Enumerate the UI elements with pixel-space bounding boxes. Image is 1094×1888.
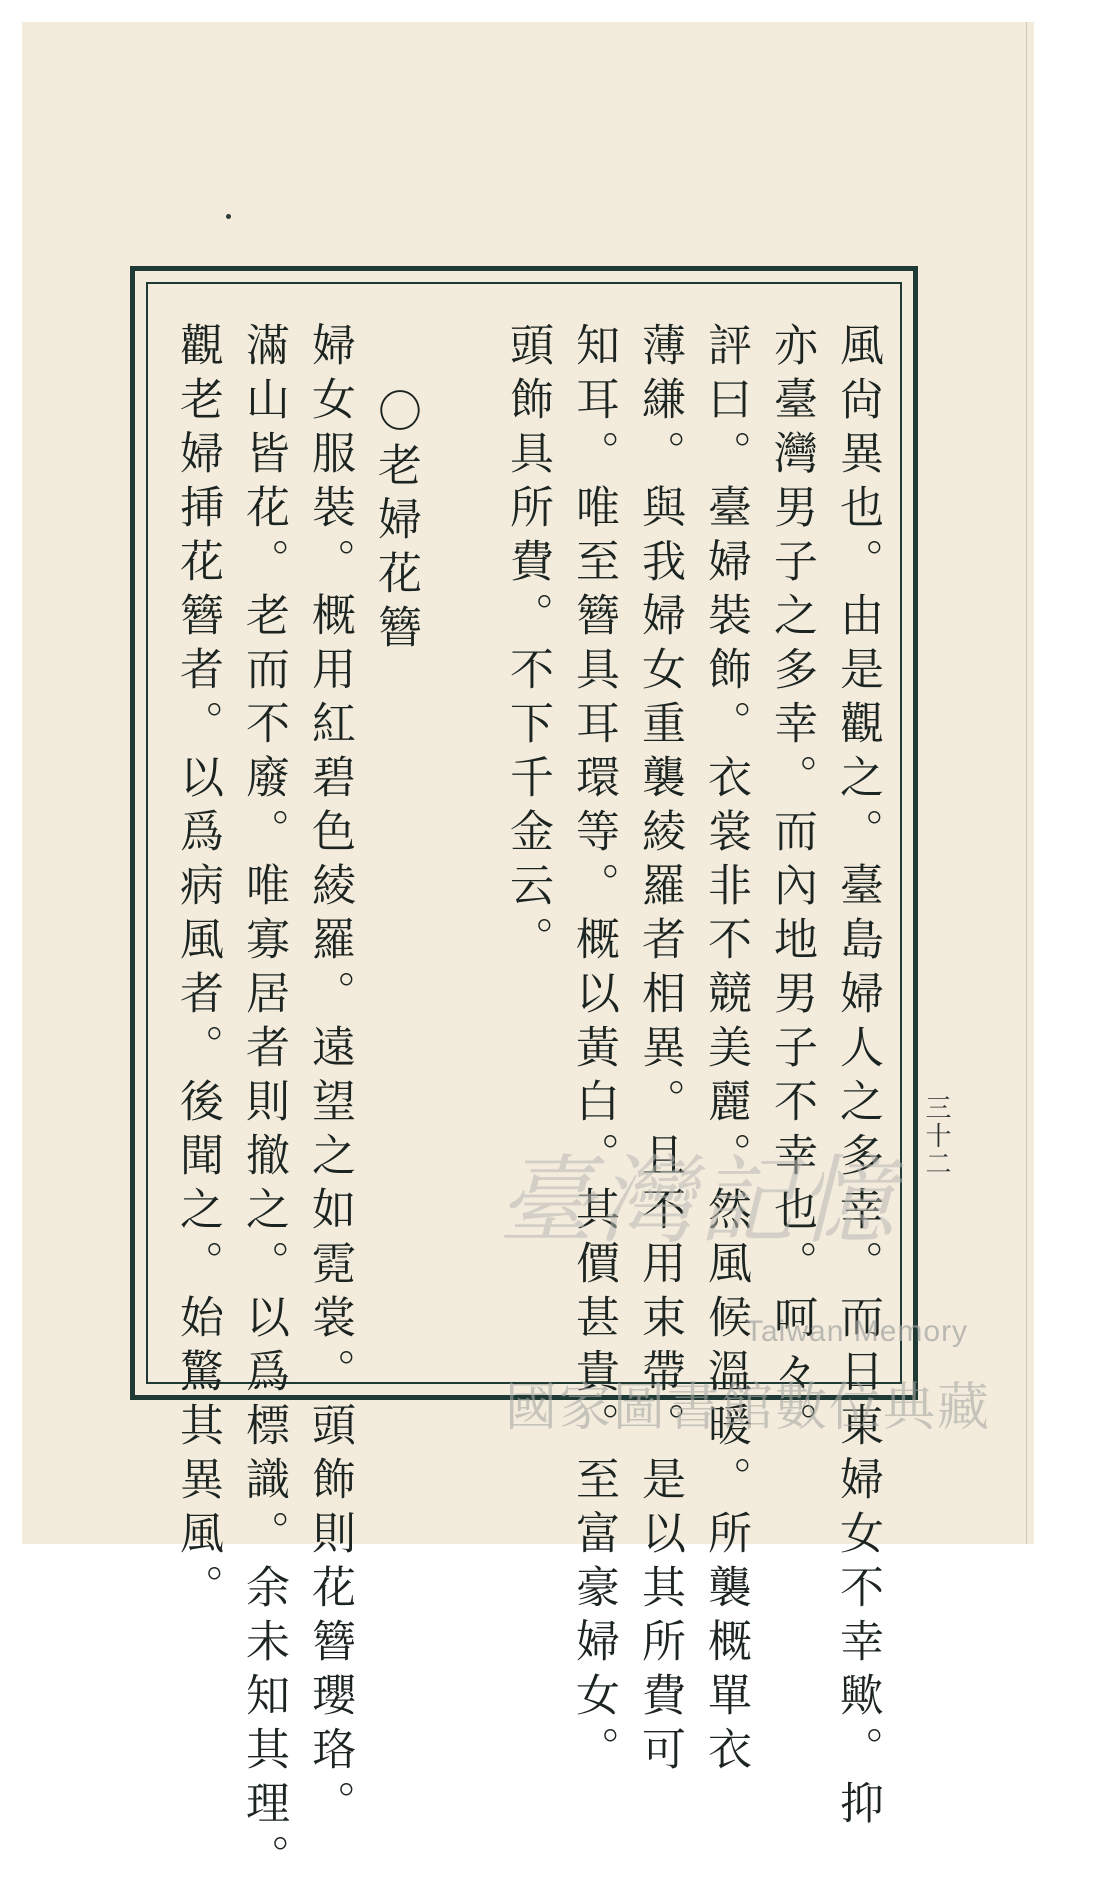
watermark-chinese: 國家圖書館數位典藏 <box>505 1378 992 1438</box>
page-edge-rule <box>1026 22 1027 1544</box>
page-number: 三十二 <box>921 1094 951 1178</box>
text-column-2: 亦臺灣男子之多幸。而內地男子不幸也。呵々。 <box>766 322 817 1456</box>
ink-dot <box>226 214 231 219</box>
text-column-9: 婦女服裝。概用紅碧色綾羅。遠望之如霓裳。頭飾則花簪瓔珞。 <box>304 322 355 1834</box>
text-column-3: 評曰。臺婦裝飾。衣裳非不競美麗。然風候溫暖。所襲概單衣 <box>700 322 751 1780</box>
text-column-10: 滿山皆花。老而不廢。唯寡居者則撤之。以爲標識。余未知其理。 <box>238 322 289 1888</box>
text-column-4: 薄縑。與我婦女重襲綾羅者相異。且不用束帶。是以其所費可 <box>634 322 685 1780</box>
text-column-5: 知耳。唯至簪具耳環等。概以黃白。其價甚貴。至富豪婦女。 <box>568 322 619 1780</box>
text-column-6: 頭飾具所費。不下千金云。 <box>502 322 553 970</box>
section-heading: 〇老婦花簪 <box>370 388 421 658</box>
watermark-english: Taiwan Memory <box>745 1315 969 1348</box>
watermark-logo: 臺灣記憶 <box>498 1145 898 1257</box>
text-column-1: 風尙異也。由是觀之。臺島婦人之多幸。而日東婦女不幸歟。抑 <box>832 322 883 1834</box>
text-column-11: 觀老婦挿花簪者。以爲病風者。後聞之。始驚其異風。 <box>172 322 223 1618</box>
